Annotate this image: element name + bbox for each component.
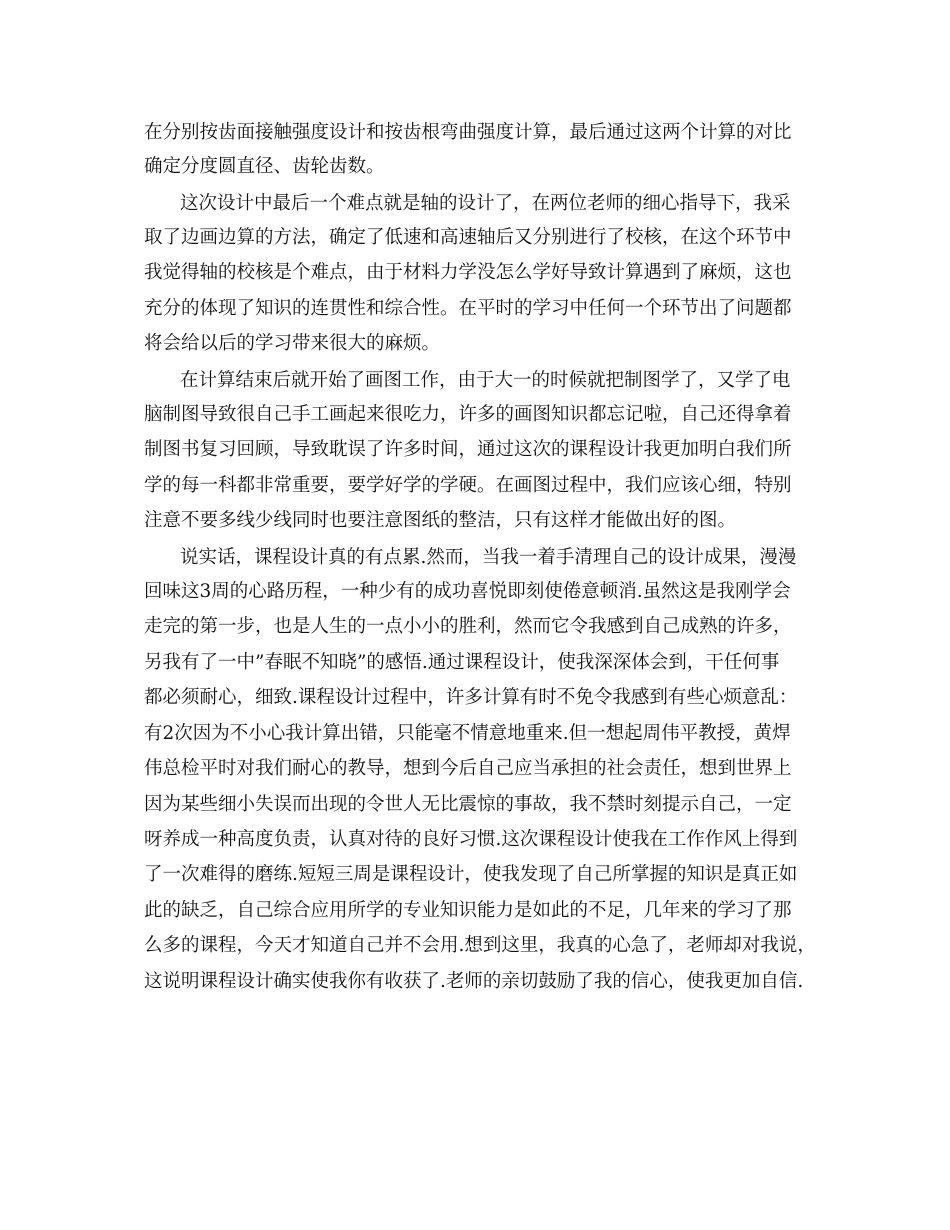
paragraph-first-line: 这次设计中最后一个难点就是轴的设计了，在两位老师的细心指导下，我采 [180,193,791,214]
text-line: 因为某些细小失误而出现的令世人无比震惊的事故，我不禁时刻提示自己，一定 [144,794,792,815]
text-line: 将会给以后的学习带来很大的麻烦。 [144,333,441,354]
text-line: 确定分度圆直径、齿轮齿数。 [144,156,385,177]
text-line: 伟总检平时对我们耐心的教导，想到今后自己应当承担的社会责任，想到世界上 [144,758,792,779]
text-line: 这说明课程设计确实使我你有收获了.老师的亲切鼓励了我的信心，使我更加自信. [144,971,804,992]
text-line: 另我有了一中”春眠不知晓”的感悟.通过课程设计，使我深深体会到，干任何事 [144,652,780,673]
text-line: 走完的第一步，也是人生的一点小小的胜利，然而它令我感到自己成熟的许多， [144,616,792,637]
paragraph-first-line: 说实话，课程设计真的有点累.然而，当我一着手清理自己的设计成果，漫漫 [180,547,797,568]
paragraph-first-line: 在计算结束后就开始了画图工作，由于大一的时候就把制图学了，又学了电 [180,370,791,391]
text-line: 制图书复习回顾，导致耽误了许多时间，通过这次的课程设计我更加明白我们所 [144,439,792,460]
text-line: 有2次因为不小心我计算出错，只能毫不情意地重来.但一想起周伟平教授，黄焊 [144,723,791,744]
text-line: 我觉得轴的校核是个难点，由于材料力学没怎么学好导致计算遇到了麻烦，这也 [144,262,792,283]
text-line: 了一次难得的磨练.短短三周是课程设计，使我发现了自己所掌握的知识是真正如 [144,864,798,885]
text-line: 在分别按齿面接触强度设计和按齿根弯曲强度计算，最后通过这两个计算的对比 [144,122,792,143]
text-line: 呀养成一种高度负责，认真对待的良好习惯.这次课程设计使我在工作作风上得到 [144,829,798,850]
text-line: 学的每一科都非常重要，要学好学的学硬。在画图过程中，我们应该心细，特别 [144,475,792,496]
text-line: 都必须耐心，细致.课程设计过程中，许多计算有时不免令我感到有些心烦意乱： [144,687,798,708]
text-line: 注意不要多线少线同时也要注意图纸的整洁，只有这样才能做出好的图。 [144,510,737,531]
text-line: 此的缺乏，自己综合应用所学的专业知识能力是如此的不足，几年来的学习了那 [144,900,792,921]
text-line: 脑制图导致很自己手工画起来很吃力，许多的画图知识都忘记啦，自己还得拿着 [144,404,792,425]
text-line: 取了边画边算的方法，确定了低速和高速轴后又分别进行了校核，在这个环节中 [144,227,792,248]
text-line: 么多的课程，今天才知道自己并不会用.想到这里，我真的心急了，老师却对我说， [144,935,816,956]
text-line: 充分的体现了知识的连贯性和综合性。在平时的学习中任何一个环节出了问题都 [144,298,792,319]
text-line: 回味这3周的心路历程，一种少有的成功喜悦即刻使倦意顿消.虽然这是我刚学会 [144,581,791,602]
